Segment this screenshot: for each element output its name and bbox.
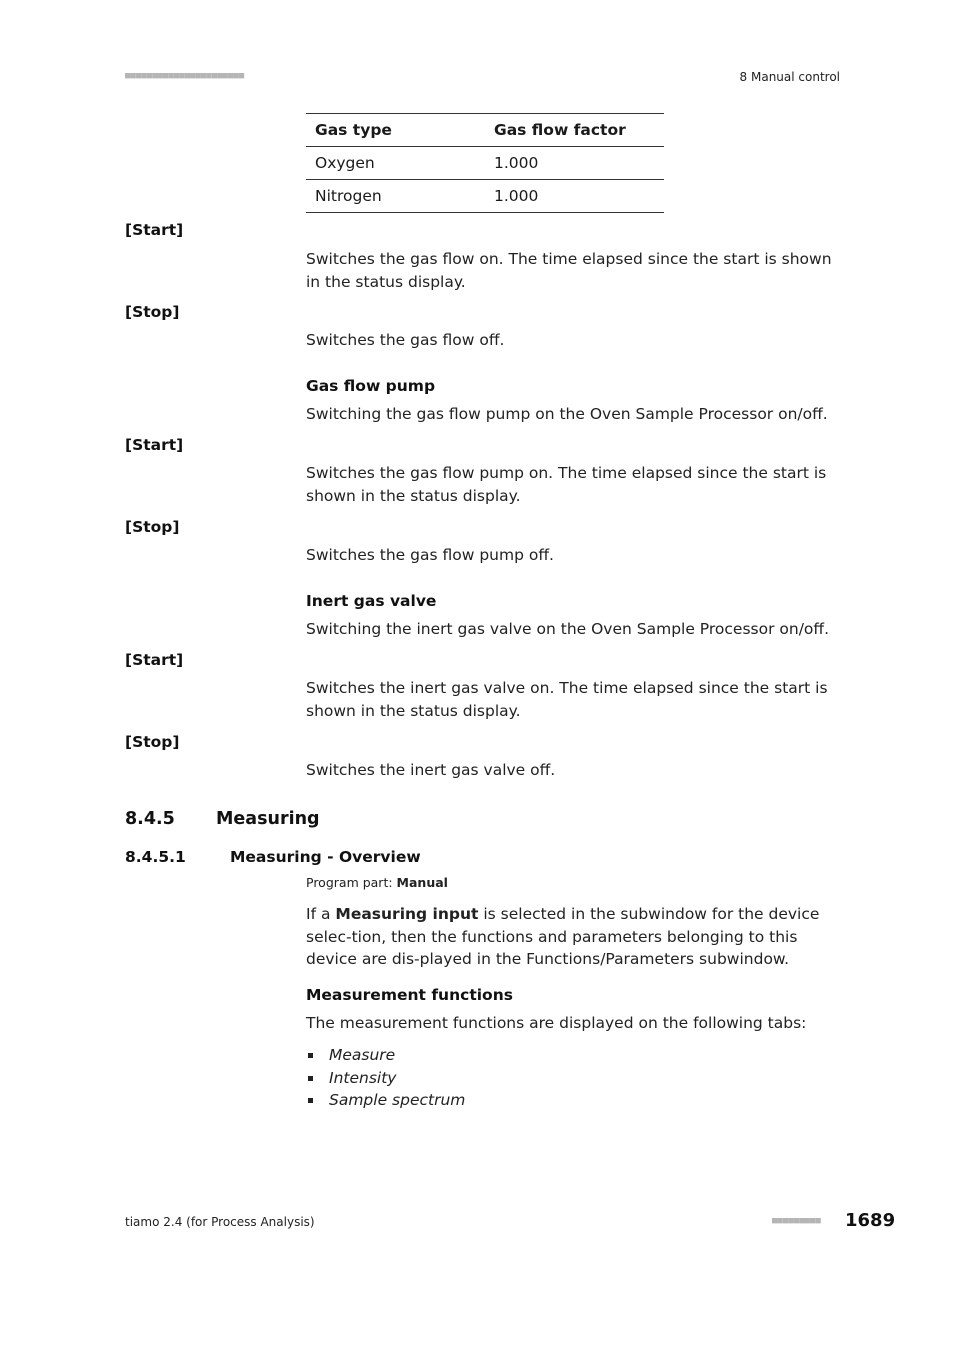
section-number: 8.4.5 <box>125 809 175 829</box>
section-title: Measuring <box>216 809 320 829</box>
term-start: [Start] <box>125 436 184 454</box>
tab-name: Intensity <box>329 1068 397 1087</box>
list-item <box>306 1044 840 1067</box>
footer-product-name: tiamo 2.4 (for Process Analysis) <box>125 1215 315 1229</box>
subheading-gas-flow-pump: Gas flow pump <box>306 377 436 395</box>
column-header-gas-type: Gas type <box>306 114 485 147</box>
footer-decoration: ■■■■■■■■■ <box>772 1216 821 1226</box>
list-item <box>306 1089 840 1112</box>
cell-gas-type: Oxygen <box>306 147 485 180</box>
program-part-value: Manual <box>396 875 448 890</box>
term-start: [Start] <box>125 651 184 669</box>
list-item <box>306 1067 840 1090</box>
table-header-row <box>306 114 664 147</box>
paragraph-rest: is selected in the subwindow for the device selec-tion, then the functions and parameters belonging to this device are dis-played in the Functions/Parameters subwindow. <box>306 905 820 968</box>
subsection-heading <box>125 848 421 866</box>
inert-gas-valve-intro: Switching the inert gas valve on the Oven Sample Processor on/off. <box>306 620 830 638</box>
tab-name: Sample spectrum <box>329 1091 466 1109</box>
tab-name: Measure <box>329 1046 396 1064</box>
program-part-label: Program part: <box>306 875 397 890</box>
description-start: Switches the inert gas valve on. The time elapsed since the start is shown in the status display. <box>306 679 828 720</box>
page-number: 1689 <box>845 1210 896 1231</box>
table-row <box>306 147 664 180</box>
subheading-inert-gas-valve: Inert gas valve <box>306 592 437 610</box>
cell-gas-flow-factor: 1.000 <box>485 147 664 180</box>
term-stop: [Stop] <box>125 518 180 536</box>
description-start: Switches the gas flow pump on. The time elapsed since the start is shown in the status display. <box>306 464 827 505</box>
gas-flow-pump-intro: Switching the gas flow pump on the Oven Sample Processor on/off. <box>306 405 828 423</box>
term-stop: [Stop] <box>125 733 180 751</box>
bullet-square-icon <box>308 1053 313 1058</box>
subsection-title: Measuring - Overview <box>230 848 421 866</box>
program-part <box>306 875 840 890</box>
gas-flow-factor-table <box>306 113 664 213</box>
description-stop: Switches the gas flow pump off. <box>306 546 554 564</box>
description-stop: Switches the inert gas valve off. <box>306 761 556 779</box>
overview-paragraph <box>306 903 840 971</box>
description-stop: Switches the gas flow off. <box>306 331 505 349</box>
header-decoration: ■■■■■■■■■■■■■■■■■■■■■■ <box>125 71 245 81</box>
cell-gas-type: Nitrogen <box>306 180 485 213</box>
cell-gas-flow-factor: 1.000 <box>485 180 664 213</box>
measurement-functions-intro: The measurement functions are displayed on the following tabs: <box>306 1014 807 1032</box>
subheading-measurement-functions: Measurement functions <box>306 986 513 1004</box>
measuring-input-term: Measuring input <box>335 905 479 923</box>
term-stop: [Stop] <box>125 303 180 321</box>
tab-list <box>306 1044 840 1112</box>
description-start: Switches the gas flow on. The time elapsed since the start is shown in the status display. <box>306 250 832 291</box>
table-row <box>306 180 664 213</box>
bullet-square-icon <box>308 1098 313 1103</box>
bullet-square-icon <box>308 1076 313 1081</box>
running-header-chapter: 8 Manual control <box>739 70 840 84</box>
column-header-gas-flow-factor: Gas flow factor <box>485 114 664 147</box>
section-heading <box>125 809 320 829</box>
subsection-number: 8.4.5.1 <box>125 848 186 866</box>
paragraph-prefix: If a <box>306 905 336 923</box>
term-start: [Start] <box>125 221 184 239</box>
